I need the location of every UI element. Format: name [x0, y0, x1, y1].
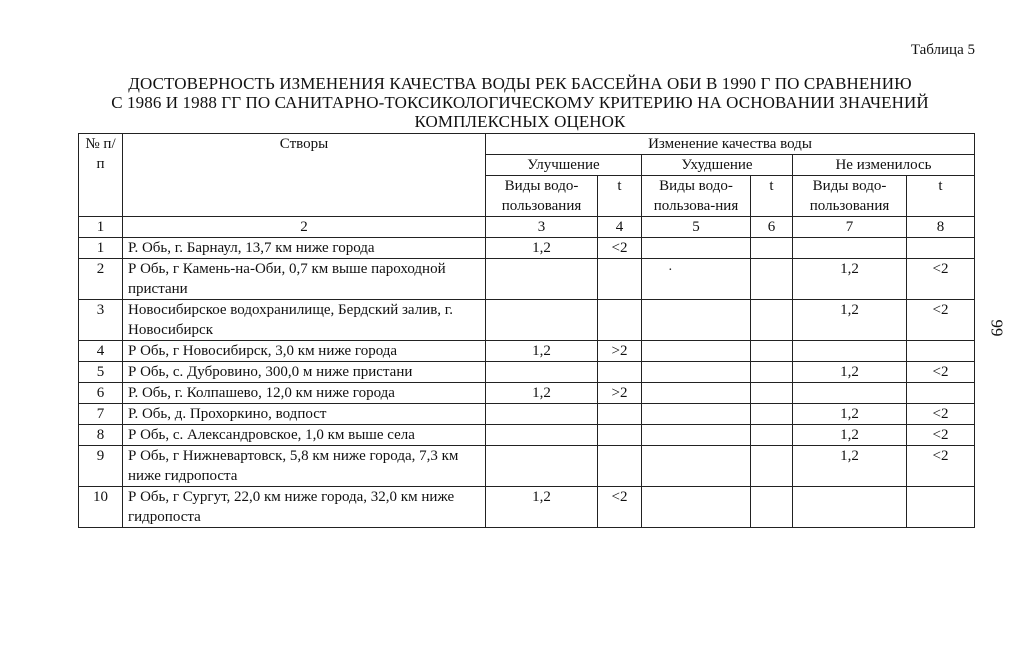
unchanged-use: 1,2 — [793, 425, 907, 446]
unchanged-t: <2 — [907, 404, 975, 425]
document-title — [60, 74, 980, 131]
header-t-unchanged: t — [907, 176, 975, 217]
improve-t — [598, 300, 642, 341]
colnum: 2 — [123, 217, 486, 238]
table-row — [79, 300, 975, 341]
improve-use: 1,2 — [486, 238, 598, 259]
row-number: 4 — [79, 341, 123, 362]
header-t-worsen: t — [751, 176, 793, 217]
row-number: 1 — [79, 238, 123, 259]
table-row — [79, 341, 975, 362]
colnum: 8 — [907, 217, 975, 238]
unchanged-use — [793, 487, 907, 528]
worsen-t — [751, 383, 793, 404]
site-name: Р Обь, с. Дубровино, 300,0 м ниже пристани — [123, 362, 486, 383]
table-label: Таблица 5 — [910, 42, 975, 58]
worsen-use — [642, 404, 751, 425]
title-line: ДОСТОВЕРНОСТЬ ИЗМЕНЕНИЯ КАЧЕСТВА ВОДЫ РЕК БАССЕЙНА ОБИ В 1990 Г ПО СРАВНЕНИЮ — [128, 74, 912, 93]
unchanged-t — [907, 383, 975, 404]
header-unchanged: Не изменилось — [793, 155, 975, 176]
improve-use — [486, 300, 598, 341]
unchanged-t — [907, 487, 975, 528]
improve-t — [598, 362, 642, 383]
site-name: Р Обь, г Сургут, 22,0 км ниже города, 32,0 км ниже гидропоста — [123, 487, 486, 528]
unchanged-t: <2 — [907, 425, 975, 446]
worsen-use — [642, 425, 751, 446]
title-line: С 1986 И 1988 ГГ ПО САНИТАРНО-ТОКСИКОЛОГИЧЕСКОМУ КРИТЕРИЮ НА ОСНОВАНИИ ЗНАЧЕНИЙ — [111, 93, 929, 112]
header-stvory: Створы — [123, 134, 486, 217]
unchanged-t — [907, 238, 975, 259]
table-row — [79, 404, 975, 425]
row-number: 9 — [79, 446, 123, 487]
header-t-improve: t — [598, 176, 642, 217]
unchanged-use: 1,2 — [793, 362, 907, 383]
table-row — [79, 362, 975, 383]
unchanged-t: <2 — [907, 446, 975, 487]
site-name: Р Обь, с. Александровское, 1,0 км выше села — [123, 425, 486, 446]
worsen-use — [642, 487, 751, 528]
table-row — [79, 446, 975, 487]
unchanged-use — [793, 383, 907, 404]
worsen-t — [751, 259, 793, 300]
improve-use — [486, 404, 598, 425]
improve-use: 1,2 — [486, 341, 598, 362]
site-name: Р. Обь, г. Барнаул, 13,7 км ниже города — [123, 238, 486, 259]
header-worsen: Ухудшение — [642, 155, 793, 176]
stray-mark: · — [668, 263, 673, 278]
unchanged-use — [793, 341, 907, 362]
worsen-t — [751, 300, 793, 341]
worsen-use — [642, 259, 751, 300]
worsen-t — [751, 404, 793, 425]
site-name: Р. Обь, г. Колпашево, 12,0 км ниже города — [123, 383, 486, 404]
improve-use — [486, 425, 598, 446]
colnum: 5 — [642, 217, 751, 238]
worsen-t — [751, 487, 793, 528]
colnum: 1 — [79, 217, 123, 238]
worsen-use — [642, 362, 751, 383]
table-row — [79, 238, 975, 259]
water-quality-table — [78, 133, 975, 528]
improve-t — [598, 446, 642, 487]
row-number: 3 — [79, 300, 123, 341]
colnum: 6 — [751, 217, 793, 238]
row-number: 6 — [79, 383, 123, 404]
worsen-use — [642, 300, 751, 341]
row-number: 10 — [79, 487, 123, 528]
site-name: Р Обь, г Нижневартовск, 5,8 км ниже города, 7,3 км ниже гидропоста — [123, 446, 486, 487]
worsen-t — [751, 341, 793, 362]
worsen-use — [642, 341, 751, 362]
worsen-t — [751, 425, 793, 446]
header-use-improve: Виды водо-пользования — [486, 176, 598, 217]
worsen-use — [642, 238, 751, 259]
improve-use — [486, 259, 598, 300]
table-row — [79, 383, 975, 404]
worsen-t — [751, 238, 793, 259]
improve-use: 1,2 — [486, 383, 598, 404]
improve-t — [598, 425, 642, 446]
improve-use: 1,2 — [486, 487, 598, 528]
row-number: 8 — [79, 425, 123, 446]
table-row — [79, 425, 975, 446]
header-use-unchanged: Виды водо-пользования — [793, 176, 907, 217]
site-name: Р. Обь, д. Прохоркино, водпост — [123, 404, 486, 425]
table-row — [79, 259, 975, 300]
improve-t: <2 — [598, 238, 642, 259]
improve-t — [598, 404, 642, 425]
unchanged-use: 1,2 — [793, 404, 907, 425]
colnum: 3 — [486, 217, 598, 238]
title-line: КОМПЛЕКСНЫХ ОЦЕНОК — [414, 112, 626, 131]
unchanged-t: <2 — [907, 259, 975, 300]
page-number: 99 — [987, 319, 1007, 337]
unchanged-t — [907, 341, 975, 362]
improve-t: >2 — [598, 341, 642, 362]
row-number: 7 — [79, 404, 123, 425]
unchanged-use: 1,2 — [793, 259, 907, 300]
site-name: Новосибирское водохранилище, Бердский залив, г. Новосибирск — [123, 300, 486, 341]
header-improve: Улучшение — [486, 155, 642, 176]
site-name: Р Обь, г Камень-на-Оби, 0,7 км выше пароходной пристани — [123, 259, 486, 300]
unchanged-use: 1,2 — [793, 300, 907, 341]
header-num: № п/п — [79, 134, 123, 217]
row-number: 2 — [79, 259, 123, 300]
improve-use — [486, 362, 598, 383]
worsen-use — [642, 446, 751, 487]
site-name: Р Обь, г Новосибирск, 3,0 км ниже города — [123, 341, 486, 362]
improve-use — [486, 446, 598, 487]
header-change: Изменение качества воды — [486, 134, 975, 155]
colnum: 4 — [598, 217, 642, 238]
unchanged-use — [793, 238, 907, 259]
unchanged-use: 1,2 — [793, 446, 907, 487]
worsen-use — [642, 383, 751, 404]
worsen-t — [751, 362, 793, 383]
improve-t: <2 — [598, 487, 642, 528]
improve-t: >2 — [598, 383, 642, 404]
unchanged-t: <2 — [907, 362, 975, 383]
worsen-t — [751, 446, 793, 487]
row-number: 5 — [79, 362, 123, 383]
header-use-worsen: Виды водо-пользова-ния — [642, 176, 751, 217]
table-row — [79, 487, 975, 528]
unchanged-t: <2 — [907, 300, 975, 341]
colnum: 7 — [793, 217, 907, 238]
improve-t — [598, 259, 642, 300]
